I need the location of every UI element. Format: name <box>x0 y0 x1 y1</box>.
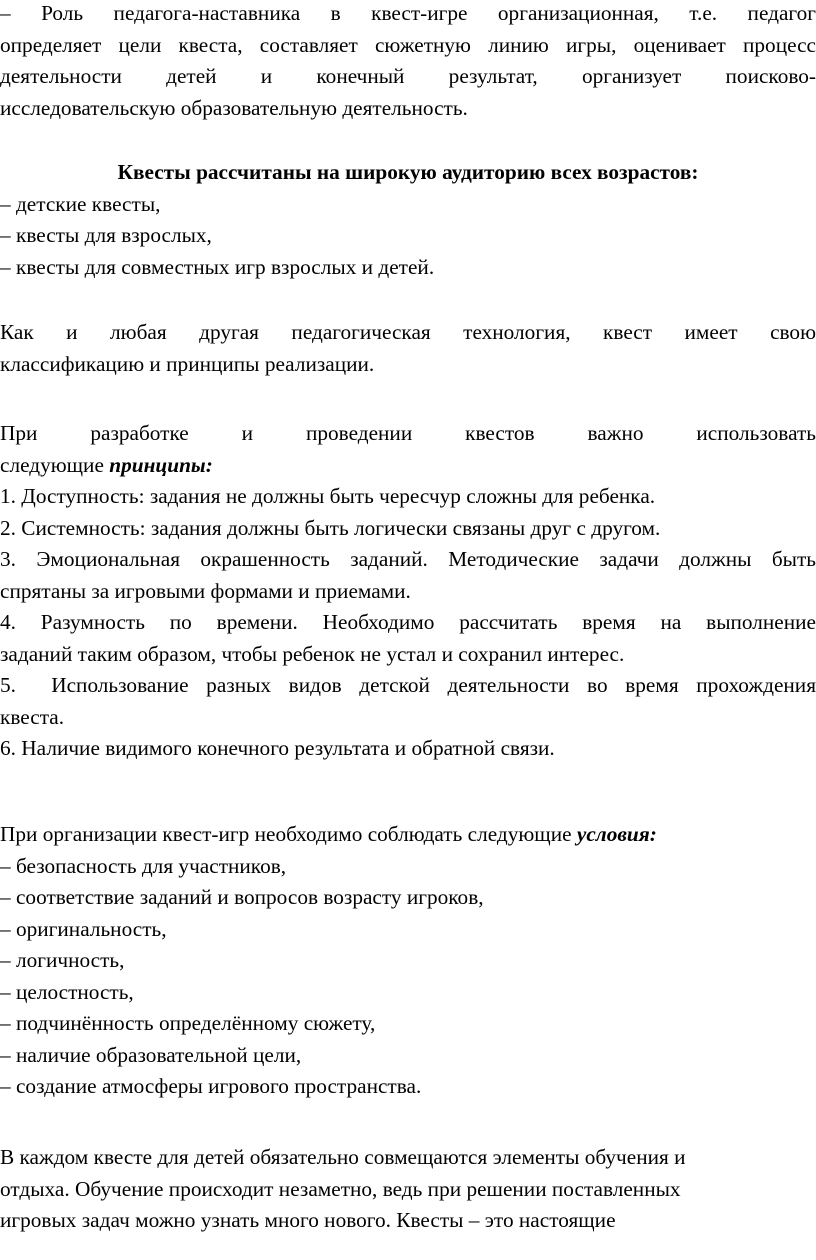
principles-section <box>0 418 816 765</box>
text-line: В каждом квесте для детей обязательно совмещаются элементы обучения и <box>0 1145 686 1169</box>
principle-line: 6. Наличие видимого конечного результата и обратной связи. <box>0 736 555 760</box>
list-item: – квесты для совместных игр взрослых и детей. <box>0 254 435 279</box>
conditions-section <box>0 819 816 1103</box>
principle-line: спрятаны за игровыми формами и приемами. <box>0 578 411 603</box>
conditions-intro-text: При организации квест-игр необходимо соблюдать следующие <box>0 822 577 846</box>
conditions-term: условия: <box>576 822 657 846</box>
text-line: игровых задач можно узнать много нового. Квесты – это настоящие <box>0 1208 616 1232</box>
text-line: исследовательскую образовательную деятельность. <box>0 95 468 120</box>
technology-paragraph <box>0 317 816 380</box>
list-item: – наличие образовательной цели, <box>0 1042 302 1067</box>
role-paragraph <box>0 0 816 124</box>
list-item: – логичность, <box>0 948 125 972</box>
list-item: – соответствие заданий и вопросов возрасту игроков, <box>0 885 484 909</box>
principle-line: 3. Эмоциональная окрашенность заданий. Методические задачи должны быть <box>0 547 816 571</box>
principle-line: квеста. <box>0 704 65 729</box>
list-item: – безопасность для участников, <box>0 853 287 878</box>
text-line: отдыха. Обучение происходит незаметно, ведь при решении поставленных <box>0 1176 681 1201</box>
list-item: – оригинальность, <box>0 916 167 941</box>
audience-section <box>0 157 816 283</box>
closing-paragraph <box>0 1142 816 1237</box>
list-item: – подчинённость определённому сюжету, <box>0 1011 376 1035</box>
principle-line: 4. Разумность по времени. Необходимо рассчитать время на выполнение <box>0 610 816 634</box>
text-line: Как и любая другая педагогическая технология, квест имеет свою <box>0 320 816 344</box>
principle-line: 2. Системность: задания должны быть логически связаны друг с другом. <box>0 515 661 540</box>
principles-intro: При разработке и проведении квестов важно использовать <box>0 421 816 445</box>
list-item: – создание атмосферы игрового пространства. <box>0 1074 422 1098</box>
text-line: деятельности детей и конечный результат, организует поисково- <box>0 64 816 88</box>
text-line: определяет цели квеста, составляет сюжетную линию игры, оценивает процесс <box>0 32 816 57</box>
audience-heading: Квесты рассчитаны на широкую аудиторию всех возрастов: <box>117 160 699 184</box>
text-line: – Роль педагога-наставника в квест-игре организационная, т.е. педагог <box>0 1 816 25</box>
conditions-intro <box>0 819 816 851</box>
list-item: – детские квесты, <box>0 191 161 216</box>
text-line: классификацию и принципы реализации. <box>0 351 375 376</box>
principle-line: заданий таким образом, чтобы ребенок не устал и сохранил интерес. <box>0 641 625 666</box>
principle-line: 1. Доступность: задания не должны быть чересчур сложны для ребенка. <box>0 484 656 508</box>
principle-line: 5. Использование разных видов детской деятельности во время прохождения <box>0 673 816 697</box>
principles-term: принципы: <box>109 452 213 477</box>
principles-intro-text: следующие <box>0 452 110 477</box>
list-item: – квесты для взрослых, <box>0 223 212 247</box>
list-item: – целостность, <box>0 979 134 1004</box>
principles-intro-continued <box>0 450 816 482</box>
